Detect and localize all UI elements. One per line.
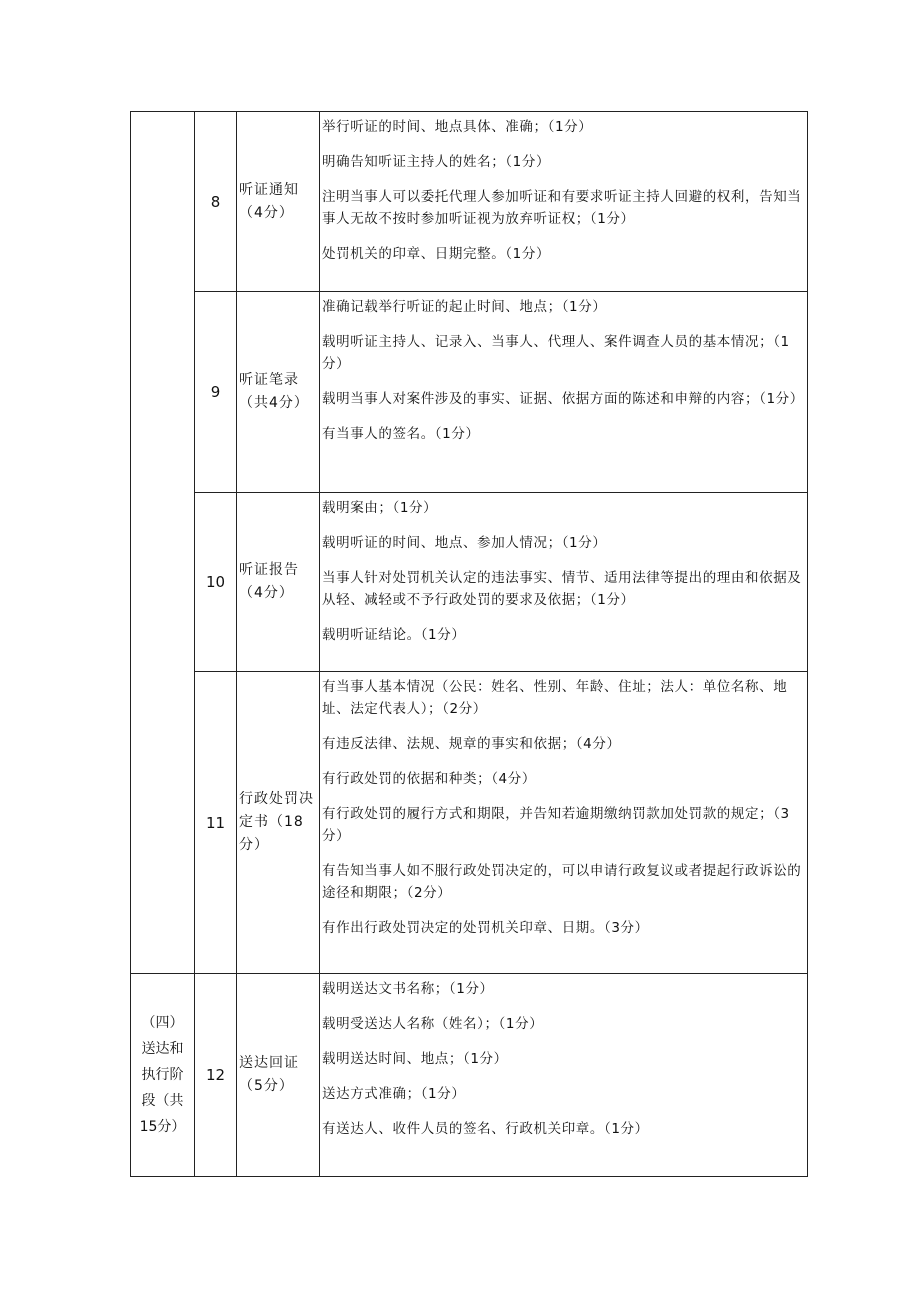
item-name: 送达回证（5分） [237, 974, 320, 1177]
criterion: 有行政处罚的依据和种类；（4分） [322, 771, 536, 787]
item-name: 听证笔录（共4分） [237, 292, 320, 493]
criterion: 明确告知听证主持人的姓名；（1分） [322, 154, 551, 170]
criterion: 载明送达文书名称；（1分） [322, 981, 494, 997]
criterion: 有告知当事人如不服行政处罚决定的，可以申请行政复议或者提起行政诉讼的途径和期限；（2分） [322, 863, 802, 901]
item-name: 听证通知（4分） [237, 112, 320, 292]
stage-label [131, 974, 195, 1177]
criteria-cell [320, 974, 808, 1177]
criterion: 载明听证主持人、记录入、当事人、代理人、案件调查人员的基本情况；（1分） [322, 334, 790, 372]
criterion: 有送达人、收件人员的签名、行政机关印章。（1分） [322, 1121, 649, 1137]
item-number: 9 [195, 292, 237, 493]
criteria-cell [320, 493, 808, 672]
criterion: 载明听证的时间、地点、参加人情况；（1分） [322, 535, 607, 551]
table-row [131, 112, 808, 292]
criteria-cell [320, 292, 808, 493]
criterion: 载明当事人对案件涉及的事实、证据、依据方面的陈述和申辩的内容；（1分） [322, 391, 804, 407]
item-number: 11 [195, 672, 237, 974]
criterion: 准确记载举行听证的起止时间、地点；（1分） [322, 299, 607, 315]
criterion: 当事人针对处罚机关认定的违法事实、情节、适用法律等提出的理由和依据及从轻、减轻或不予行政处罚的要求及依据；（1分） [322, 570, 802, 608]
table-row [131, 292, 808, 493]
criteria-cell [320, 112, 808, 292]
criterion: 有行政处罚的履行方式和期限，并告知若逾期缴纳罚款加处罚款的规定；（3分） [322, 806, 790, 844]
criterion: 载明案由；（1分） [322, 500, 438, 516]
table-row [131, 974, 808, 1177]
criteria-cell [320, 672, 808, 974]
criterion: 载明听证结论。（1分） [322, 627, 466, 643]
item-name: 听证报告（4分） [237, 493, 320, 672]
item-number: 8 [195, 112, 237, 292]
criterion: 注明当事人可以委托代理人参加听证和有要求听证主持人回避的权利，告知当事人无故不按时参加听证视为放弃听证权；（1分） [322, 189, 802, 227]
item-name: 行政处罚决定书（18分） [237, 672, 320, 974]
criterion: 送达方式准确；（1分） [322, 1086, 466, 1102]
criterion: 有当事人基本情况（公民：姓名、性别、年龄、住址；法人：单位名称、地址、法定代表人）；（2分） [322, 679, 788, 717]
stage-cell-empty [131, 112, 195, 974]
criterion: 有违反法律、法规、规章的事实和依据；（4分） [322, 736, 621, 752]
item-number: 10 [195, 493, 237, 672]
criterion: 有作出行政处罚决定的处罚机关印章、日期。（3分） [322, 920, 649, 936]
table-row [131, 672, 808, 974]
stage-label-text: （四）送达和执行阶段（共15分） [139, 1015, 186, 1135]
criterion: 载明送达时间、地点；（1分） [322, 1051, 508, 1067]
item-number: 12 [195, 974, 237, 1177]
table-row [131, 493, 808, 672]
criterion: 载明受送达人名称（姓名）；（1分） [322, 1016, 544, 1032]
criterion: 举行听证的时间、地点具体、准确；（1分） [322, 119, 593, 135]
criterion: 处罚机关的印章、日期完整。（1分） [322, 246, 551, 262]
criterion: 有当事人的签名。（1分） [322, 426, 480, 442]
scoring-table [130, 111, 808, 1177]
